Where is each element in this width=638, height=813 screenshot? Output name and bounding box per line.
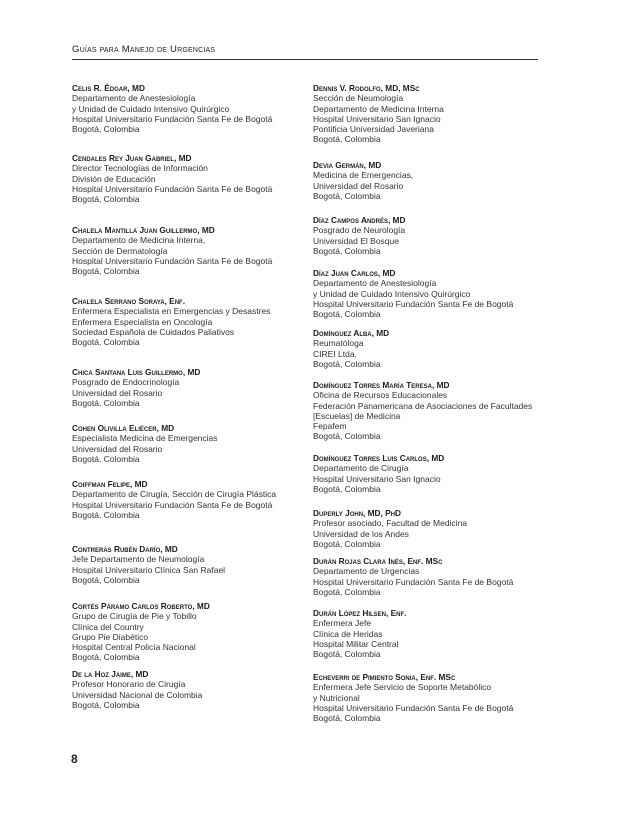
author-name: Duperly John, MD, PhD xyxy=(313,508,402,518)
author-entry xyxy=(313,83,444,145)
affiliation-line: Enfermera Especialista en Emergencias y Desastres xyxy=(72,306,271,317)
affiliation-line: Especialista Medicina de Emergencias xyxy=(72,433,218,444)
affiliation-line: [Escuelas] de Medicina xyxy=(313,410,401,421)
affiliation-line: Hospital Universitario San Ignacio xyxy=(313,473,441,484)
author-name: De la Hoz Jaime, MD xyxy=(72,669,149,679)
author-name: Domínguez Torres María Teresa, MD xyxy=(313,380,450,390)
author-name: Echeverri de Pimiento Sonia, Enf. MSc xyxy=(313,672,456,682)
affiliation-line: Hospital Central Policía Nacional xyxy=(72,642,196,653)
author-entry xyxy=(313,672,513,723)
author-entry xyxy=(313,556,513,597)
affiliation-line: Hospital Universitario Fundación Santa Fe de Bogotá xyxy=(313,702,514,713)
affiliation-line: Bogotá, Colombia xyxy=(72,337,140,348)
author-name: Díaz Campos Andrés, MD xyxy=(313,215,406,225)
affiliation-line: Fepafem xyxy=(313,421,347,432)
author-name: Durán López Hilsen, Enf. xyxy=(313,608,407,618)
affiliation-line: Bogotá, Colombia xyxy=(72,453,140,464)
affiliation-line: Enfermera Jefe xyxy=(313,618,372,629)
author-entry xyxy=(72,83,272,134)
affiliation-line: Bogotá, Colombia xyxy=(72,266,140,277)
author-entry xyxy=(72,153,272,204)
affiliation-line: Hospital Militar Central xyxy=(313,638,399,649)
author-entry xyxy=(313,160,413,201)
affiliation-line: Sección de Neumología xyxy=(313,93,404,104)
author-entry xyxy=(313,268,513,319)
affiliation-line: Bogotá, Colombia xyxy=(72,509,140,520)
running-header-title: Guías para Manejo de Urgencias xyxy=(72,44,216,55)
author-entry xyxy=(72,669,202,710)
affiliation-line: Bogotá, Colombia xyxy=(313,190,381,201)
affiliation-line: Universidad del Rosario xyxy=(72,387,163,398)
affiliation-line: Federación Panamericana de Asociaciones de Facultades xyxy=(313,400,533,411)
affiliation-line: Bogotá, Colombia xyxy=(313,483,381,494)
author-name: Chalela Mantilla Juan Guillermo, MD xyxy=(72,225,215,235)
affiliation-line: Universidad del Rosario xyxy=(72,443,163,454)
affiliation-line: Grupo de Cirugía de Pie y Tobillo xyxy=(72,611,197,622)
affiliation-line: Departamento de Urgencias xyxy=(313,566,420,577)
author-name: Cohen Olivilla Eliécer, MD xyxy=(72,423,175,433)
affiliation-line: Hospital Universitario Fundación Santa Fe de Bogotá xyxy=(72,183,273,194)
affiliation-line: Universidad del Rosario xyxy=(313,180,404,191)
affiliation-line: Pontificia Universidad Javeriana xyxy=(313,124,434,135)
affiliation-line: Bogotá, Colombia xyxy=(72,574,140,585)
author-name: Devia Germán, MD xyxy=(313,160,382,170)
author-name: Cendales Rey Juan Gabriel, MD xyxy=(72,153,192,163)
affiliation-line: Posgrado de Endocrinología xyxy=(72,377,180,388)
affiliation-line: Bogotá, Colombia xyxy=(72,699,140,710)
author-entry xyxy=(313,328,389,369)
header-rule xyxy=(72,59,538,60)
affiliation-line: Bogotá, Colombia xyxy=(313,431,381,442)
affiliation-line: Director Tecnologías de Información xyxy=(72,163,208,174)
affiliation-line: Bogotá, Colombia xyxy=(313,713,381,724)
author-entry xyxy=(72,479,276,520)
affiliation-line: Profesor Honorario de Cirugía xyxy=(72,679,186,690)
affiliation-line: Departamento de Cirugía, Sección de Cirugía Plástica xyxy=(72,489,277,500)
affiliation-line: Departamento de Anestesiología xyxy=(72,93,196,104)
author-name: Contreras Rubén Darío, MD xyxy=(72,544,178,554)
author-entry xyxy=(313,453,444,494)
affiliation-line: Bogotá, Colombia xyxy=(313,134,381,145)
affiliation-line: Hospital Universitario Fundación Santa Fe de Bogotá xyxy=(72,255,273,266)
author-entry xyxy=(72,296,270,347)
affiliation-line: y Unidad de Cuidado Intensivo Quirúrgico xyxy=(72,103,230,114)
affiliation-line: Bogotá, Colombia xyxy=(313,586,381,597)
author-name: Dennis V. Rodolfo, MD, MSc xyxy=(313,83,420,93)
affiliation-line: y Unidad de Cuidado Intensivo Quirúrgico xyxy=(313,288,471,299)
author-entry xyxy=(72,544,225,585)
author-entry xyxy=(313,608,406,659)
author-entry xyxy=(72,423,218,464)
affiliation-line: Sección de Dermatología xyxy=(72,245,168,256)
affiliation-line: Hospital Universitario Fundación Santa Fe de Bogotá xyxy=(313,576,514,587)
affiliation-line: Reumatóloga xyxy=(313,338,364,349)
author-entry xyxy=(72,225,272,276)
affiliation-line: Clínica del Country xyxy=(72,621,144,632)
page-header xyxy=(72,44,567,55)
affiliation-line: Departamento de Medicina Interna, xyxy=(72,235,206,246)
affiliation-line: Departamento de Medicina Interna xyxy=(313,103,444,114)
affiliation-line: Jefe Departamento de Neumología xyxy=(72,554,205,565)
author-name: Domínguez Torres Luis Carlos, MD xyxy=(313,453,445,463)
affiliation-line: Hospital Universitario Fundación Santa Fe de Bogotá xyxy=(313,298,514,309)
author-name: Chica Santana Luis Guillermo, MD xyxy=(72,367,201,377)
author-name: Cortés Páramo Carlos Roberto, MD xyxy=(72,601,210,611)
author-name: Díaz Juan Carlos, MD xyxy=(313,268,396,278)
affiliation-line: Sociedad Española de Cuidados Paliativos xyxy=(72,326,235,337)
affiliation-line: Medicina de Emergencias, xyxy=(313,170,414,181)
affiliation-line: Grupo Pie Diabético xyxy=(72,631,149,642)
affiliation-line: Bogotá, Colombia xyxy=(313,649,381,660)
affiliation-line: Universidad El Bosque xyxy=(313,235,399,246)
author-name: Celis R. Édgar, MD xyxy=(72,83,145,93)
author-name: Coiffman Felipe, MD xyxy=(72,479,148,489)
affiliation-line: Profesor asociado, Facultad de Medicina xyxy=(313,518,468,529)
author-entry xyxy=(313,508,467,549)
affiliation-line: y Nutricional xyxy=(313,692,360,703)
affiliation-line: Clínica de Heridas xyxy=(313,628,383,639)
affiliation-line: Bogotá, Colombia xyxy=(313,245,381,256)
affiliation-line: Hospital Universitario Fundación Santa Fe de Bogotá xyxy=(72,499,273,510)
author-name: Durán Rojas Clara Inés, Enf. MSc xyxy=(313,556,443,566)
affiliation-line: Hospital Universitario Fundación Santa Fe de Bogotá xyxy=(72,113,273,124)
affiliation-line: Bogotá, Colombia xyxy=(313,358,381,369)
affiliation-line: Bogotá, Colombia xyxy=(72,124,140,135)
author-name: Domínguez Alba, MD xyxy=(313,328,390,338)
affiliation-line: Bogotá, Colombia xyxy=(72,194,140,205)
affiliation-line: Hospital Universitario San Ignacio xyxy=(313,113,441,124)
affiliation-line: Departamento de Anestesiología xyxy=(313,278,437,289)
author-entry xyxy=(72,601,210,663)
affiliation-line: Hospital Universitario Clínica San Rafael xyxy=(72,564,226,575)
author-entry xyxy=(313,380,532,442)
affiliation-line: Bogotá, Colombia xyxy=(72,652,140,663)
affiliation-line: Bogotá, Colombia xyxy=(313,309,381,320)
affiliation-line: Enfermera Jefe Servicio de Soporte Metabólico xyxy=(313,682,492,693)
affiliation-line: Posgrado de Neurología xyxy=(313,225,406,236)
affiliation-line: Bogotá, Colombia xyxy=(72,397,140,408)
affiliation-line: División de Educación xyxy=(72,173,156,184)
affiliation-line: Bogotá, Colombia xyxy=(313,538,381,549)
author-entry xyxy=(313,215,405,256)
page-number: 8 xyxy=(71,752,78,766)
affiliation-line: Departamento de Cirugía xyxy=(313,463,409,474)
affiliation-line: Enfermera Especialista en Oncología xyxy=(72,316,213,327)
affiliation-line: Universidad de los Andes xyxy=(313,528,409,539)
affiliation-line: CIREI Ltda. xyxy=(313,348,357,359)
author-entry xyxy=(72,367,200,408)
affiliation-line: Oficina de Recursos Educacionales xyxy=(313,390,448,401)
author-name: Chalela Serrano Soraya, Enf. xyxy=(72,296,186,306)
affiliation-line: Universidad Nacional de Colombia xyxy=(72,689,203,700)
